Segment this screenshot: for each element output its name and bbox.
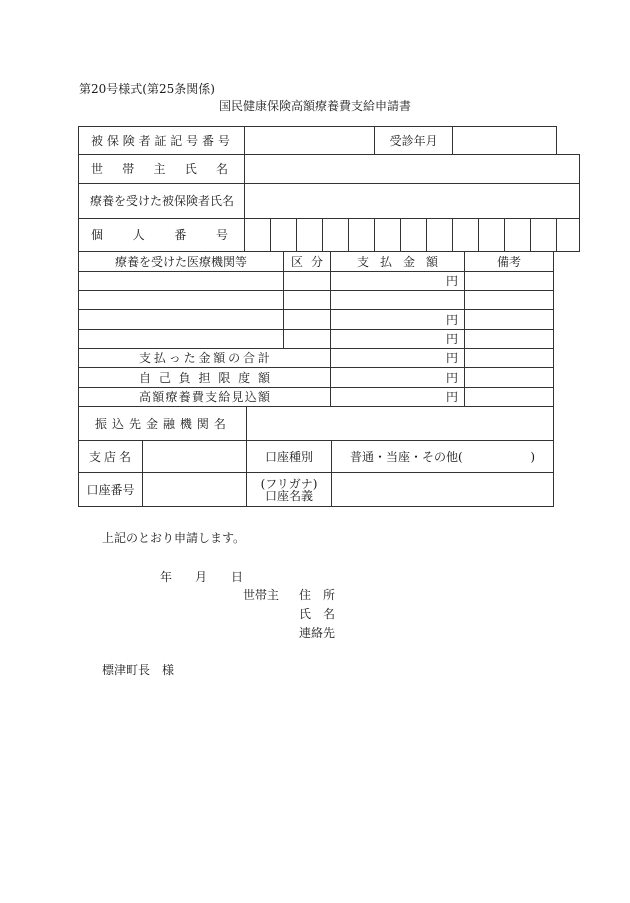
amount-input[interactable] bbox=[331, 291, 465, 310]
medical-table bbox=[78, 251, 554, 407]
label-char: 記 bbox=[170, 133, 183, 148]
remarks-input[interactable] bbox=[465, 272, 554, 291]
total-paid-input[interactable]: 円 bbox=[331, 349, 465, 368]
label-char: 機 bbox=[179, 416, 192, 431]
individual-no-digit[interactable] bbox=[505, 219, 531, 252]
amount-input[interactable]: 円 bbox=[331, 330, 465, 349]
individual-no-label bbox=[79, 219, 245, 252]
account-type-choices: 普通・当座・その他( bbox=[350, 449, 463, 464]
label-char: 氏 bbox=[184, 162, 197, 176]
label-char: 金 bbox=[198, 351, 211, 365]
label-char: 店 bbox=[103, 449, 116, 464]
branch-input[interactable] bbox=[143, 441, 247, 473]
individual-no-digit[interactable] bbox=[297, 219, 323, 252]
label-char: 人 bbox=[132, 228, 145, 242]
label-char: 負 bbox=[178, 370, 191, 385]
individual-no-digit[interactable] bbox=[271, 219, 297, 252]
patient-name-label: 療養を受けた被保険者氏名 bbox=[79, 184, 245, 219]
householder-name-input[interactable] bbox=[245, 155, 580, 184]
label-char: 号 bbox=[186, 133, 199, 148]
remarks-input[interactable] bbox=[465, 349, 554, 368]
date-month-label: 月 bbox=[195, 570, 208, 584]
individual-no-digit[interactable] bbox=[531, 219, 557, 252]
individual-no-digit[interactable] bbox=[427, 219, 453, 252]
label-char: の bbox=[228, 351, 241, 365]
applicant-table bbox=[78, 126, 580, 252]
bank-table bbox=[78, 406, 554, 507]
label-char: 融 bbox=[162, 416, 175, 431]
label-char: 主 bbox=[153, 162, 166, 176]
label-char: 者 bbox=[138, 133, 151, 148]
remarks-input[interactable] bbox=[465, 291, 554, 310]
individual-no-digit[interactable] bbox=[401, 219, 427, 252]
label-char: 金 bbox=[145, 416, 158, 431]
label-char: 名 bbox=[118, 449, 131, 464]
remarks-input[interactable] bbox=[465, 330, 554, 349]
document-title: 国民健康保険高額療養費支給申請書 bbox=[218, 99, 411, 113]
label-char: 額 bbox=[152, 390, 165, 404]
label-char: 分 bbox=[310, 254, 323, 269]
label-char: 養 bbox=[178, 390, 191, 404]
visit-month-input[interactable] bbox=[453, 127, 557, 155]
expected-benefit-label bbox=[79, 388, 331, 407]
remarks-input[interactable] bbox=[465, 388, 554, 407]
individual-no-digit[interactable] bbox=[557, 219, 580, 252]
label-char: 見 bbox=[231, 390, 244, 404]
label-char: 金 bbox=[402, 254, 415, 269]
label-char: 限 bbox=[218, 370, 231, 385]
category-header bbox=[284, 252, 331, 272]
label-char: 担 bbox=[198, 370, 211, 385]
label-char: 号 bbox=[217, 133, 230, 148]
category-input[interactable] bbox=[284, 291, 331, 310]
label-char: 己 bbox=[158, 370, 171, 385]
date-day-label: 日 bbox=[231, 570, 244, 584]
institution-input[interactable] bbox=[79, 291, 284, 310]
remarks-input[interactable] bbox=[465, 368, 554, 388]
label-char: 被 bbox=[91, 133, 104, 148]
amount-header bbox=[331, 252, 465, 272]
self-pay-limit-label bbox=[79, 368, 331, 388]
label-char: 番 bbox=[174, 228, 187, 242]
label-char: 払 bbox=[153, 351, 166, 365]
label-char: 険 bbox=[122, 133, 135, 148]
category-input[interactable] bbox=[284, 330, 331, 349]
furigana-label: (フリガナ) bbox=[260, 476, 318, 491]
label-char: 自 bbox=[139, 370, 152, 385]
account-holder-label bbox=[247, 473, 332, 507]
account-holder-text: 口座名義 bbox=[264, 488, 313, 503]
label-char: 区 bbox=[291, 254, 304, 269]
insured-cert-label bbox=[79, 127, 245, 155]
total-paid-label bbox=[79, 349, 331, 368]
label-char: っ bbox=[168, 351, 181, 365]
patient-name-input[interactable] bbox=[245, 184, 580, 219]
label-char: 関 bbox=[196, 416, 209, 431]
label-char: 込 bbox=[244, 390, 257, 404]
label-char: 世 bbox=[91, 162, 104, 176]
institution-header: 療養を受けた医療機関等 bbox=[79, 252, 284, 272]
expected-benefit-input[interactable]: 円 bbox=[331, 388, 465, 407]
label-char: 保 bbox=[106, 133, 119, 148]
individual-no-digit[interactable] bbox=[375, 219, 401, 252]
account-type-options[interactable] bbox=[332, 441, 554, 473]
amount-input[interactable]: 円 bbox=[331, 310, 465, 330]
category-input[interactable] bbox=[284, 310, 331, 330]
label-char: 番 bbox=[202, 133, 215, 148]
account-no-input[interactable] bbox=[143, 473, 247, 507]
householder-name-label bbox=[79, 155, 245, 184]
amount-input[interactable]: 円 bbox=[331, 272, 465, 291]
close-paren: ) bbox=[530, 449, 535, 464]
label-char: 合 bbox=[243, 351, 256, 365]
remarks-input[interactable] bbox=[465, 310, 554, 330]
addressee: 標津町長 様 bbox=[102, 663, 175, 677]
address-label: 住 所 bbox=[299, 588, 336, 602]
label-char: 支 bbox=[139, 351, 152, 365]
label-char: 支 bbox=[89, 449, 102, 464]
label-char: 証 bbox=[154, 133, 167, 148]
label-char: 帯 bbox=[122, 162, 135, 176]
label-char: 計 bbox=[257, 351, 270, 365]
label-char: 療 bbox=[165, 390, 178, 404]
label-char: 名 bbox=[213, 416, 226, 431]
label-char: 費 bbox=[191, 390, 204, 404]
institution-input[interactable] bbox=[79, 272, 284, 291]
label-char: 名 bbox=[215, 162, 228, 176]
label-char: 号 bbox=[215, 228, 228, 242]
account-holder-input[interactable] bbox=[332, 473, 554, 507]
label-char: た bbox=[183, 351, 196, 365]
application-statement: 上記のとおり申請します。 bbox=[102, 531, 246, 545]
label-char: 給 bbox=[218, 390, 231, 404]
label-char: 支 bbox=[357, 254, 370, 269]
individual-no-digit[interactable] bbox=[323, 219, 349, 252]
visit-month-label: 受診年月 bbox=[375, 127, 453, 155]
label-char: 額 bbox=[425, 254, 438, 269]
label-char: 先 bbox=[128, 416, 141, 431]
label-char: 額 bbox=[257, 370, 270, 385]
insured-cert-input[interactable] bbox=[245, 127, 375, 155]
institution-input[interactable] bbox=[79, 330, 284, 349]
remarks-header: 備考 bbox=[465, 252, 554, 272]
individual-no-digit[interactable] bbox=[453, 219, 479, 252]
account-no-label: 口座番号 bbox=[79, 473, 143, 507]
label-char: 支 bbox=[205, 390, 218, 404]
label-char: 振 bbox=[95, 416, 108, 431]
individual-no-digit[interactable] bbox=[479, 219, 505, 252]
householder-label: 世帯主 bbox=[243, 588, 280, 602]
name-label: 氏 名 bbox=[299, 607, 336, 621]
label-char: 額 bbox=[257, 390, 270, 404]
account-type-label: 口座種別 bbox=[247, 441, 332, 473]
form-number: 第20号様式(第25条関係) bbox=[79, 82, 215, 96]
label-char: 個 bbox=[91, 228, 104, 242]
bank-name-label bbox=[79, 407, 247, 441]
bank-name-input[interactable] bbox=[247, 407, 554, 441]
self-pay-limit-input[interactable]: 円 bbox=[331, 368, 465, 388]
date-year-label: 年 bbox=[160, 570, 173, 584]
label-char: 度 bbox=[238, 370, 251, 385]
branch-label bbox=[79, 441, 143, 473]
individual-no-digit[interactable] bbox=[245, 219, 271, 252]
individual-no-digit[interactable] bbox=[349, 219, 375, 252]
institution-input[interactable] bbox=[79, 310, 284, 330]
label-char: 額 bbox=[213, 351, 226, 365]
label-char: 高 bbox=[139, 390, 152, 404]
label-char: 込 bbox=[111, 416, 124, 431]
category-input[interactable] bbox=[284, 272, 331, 291]
label-char: 払 bbox=[379, 254, 392, 269]
contact-label: 連絡先 bbox=[299, 626, 336, 640]
